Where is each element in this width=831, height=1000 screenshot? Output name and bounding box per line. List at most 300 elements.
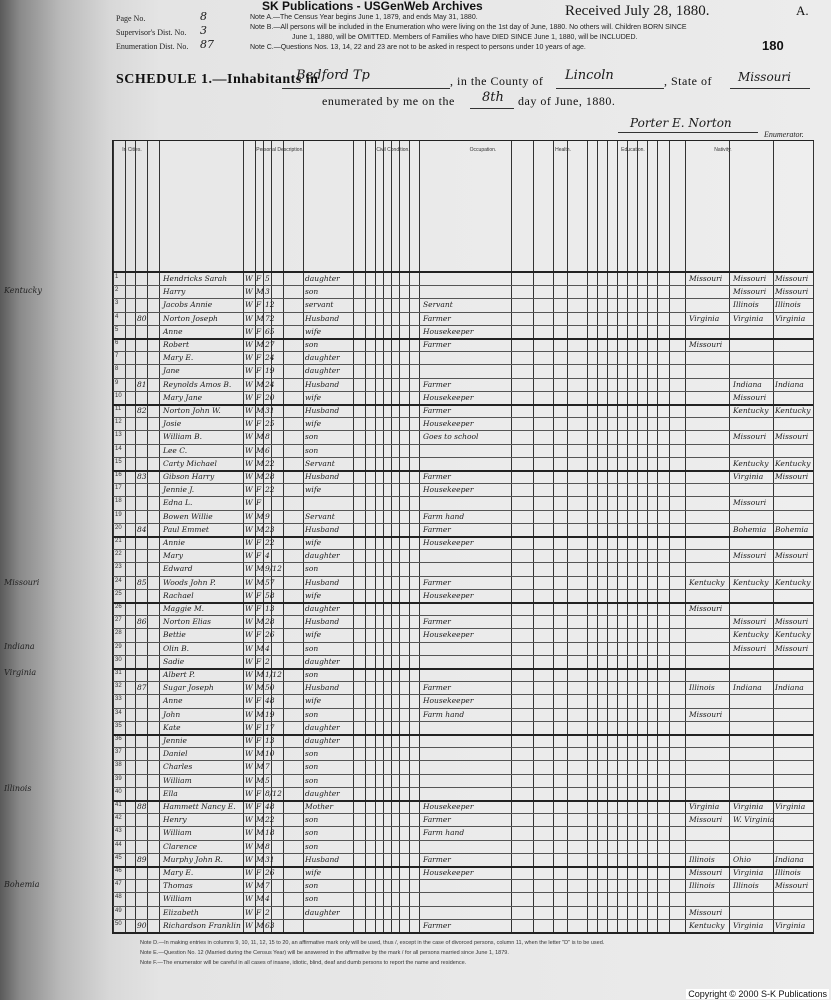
row-number: 35	[115, 722, 122, 729]
person-color: W	[245, 564, 253, 574]
row-number: 18	[115, 498, 122, 505]
person-name: Ella	[163, 788, 178, 798]
person-age: 58	[265, 590, 275, 600]
group-header-civil: Civil Condition.	[376, 147, 410, 153]
birthplace-father: Missouri	[733, 551, 767, 561]
row-number: 33	[115, 696, 122, 703]
row-number: 14	[115, 445, 122, 452]
person-name: Reynolds Amos B.	[163, 379, 232, 389]
person-color: W	[245, 353, 253, 363]
row-rule	[113, 787, 813, 788]
person-name: Mary E.	[163, 353, 194, 363]
person-age: 48	[265, 696, 275, 706]
row-rule	[113, 364, 813, 365]
person-age: 22	[265, 538, 275, 547]
group-header-personal: Personal Description.	[256, 147, 304, 153]
person-sex: F	[256, 485, 262, 495]
supervisor-value: 3	[200, 24, 207, 37]
row-rule	[113, 668, 813, 670]
person-sex: M	[256, 841, 264, 851]
received-stamp: Received July 28, 1880.	[565, 3, 710, 19]
person-name: Carty Michael	[163, 458, 217, 468]
birthplace-self: Missouri	[689, 815, 723, 825]
dwelling-number: 87	[137, 683, 147, 693]
birthplace-mother: Missouri	[775, 432, 809, 442]
person-sex: M	[256, 815, 264, 825]
person-color: W	[245, 656, 253, 666]
person-color: W	[245, 920, 253, 930]
relationship: daughter	[305, 736, 340, 745]
person-name: Hendricks Sarah	[163, 274, 228, 283]
birthplace-mother: Missouri	[775, 881, 809, 891]
group-header-occupation: Occupation.	[469, 147, 497, 153]
person-sex: M	[256, 406, 264, 415]
person-age: 5	[265, 775, 270, 785]
group-header-nativity: Nativity.	[714, 147, 732, 153]
person-sex: M	[256, 445, 264, 455]
person-color: W	[245, 287, 253, 297]
row-rule	[113, 919, 813, 920]
relationship: son	[305, 815, 319, 825]
person-name: Paul Emmet	[163, 524, 209, 534]
row-rule	[113, 470, 813, 472]
person-name: Norton Joseph	[163, 313, 218, 323]
person-age: 18	[265, 828, 275, 838]
relationship: wife	[305, 590, 322, 600]
birthplace-father: Illinois	[733, 881, 759, 891]
row-number: 3	[115, 300, 119, 307]
person-age: 24	[265, 353, 275, 363]
person-color: W	[245, 326, 253, 336]
person-color: W	[245, 538, 253, 547]
birthplace-mother: Missouri	[775, 287, 809, 297]
row-number: 43	[115, 828, 122, 835]
row-rule	[113, 496, 813, 497]
person-name: Clarence	[163, 841, 198, 851]
birthplace-father: Virginia	[733, 802, 764, 811]
person-name: Rachael	[163, 590, 194, 600]
person-sex: F	[256, 326, 262, 336]
birthplace-father: Missouri	[733, 432, 767, 442]
person-sex: F	[256, 696, 262, 706]
row-number: 41	[115, 802, 122, 808]
person-sex: M	[256, 458, 264, 468]
county-underline	[556, 88, 664, 89]
county-label: , in the County of	[450, 74, 544, 88]
person-sex: M	[256, 881, 264, 891]
note-e: Note E.—Question No. 12 (Married during the Census Year) will be answered in the affirmative by the mark / for all persons married since June 1, 1879.	[140, 950, 509, 956]
row-rule	[113, 892, 813, 893]
row-number: 21	[115, 538, 122, 544]
dwelling-number: 84	[137, 524, 147, 534]
row-rule	[113, 417, 813, 418]
birthplace-mother: Kentucky	[775, 406, 811, 415]
enumerator-signature: Porter E. Norton	[630, 116, 732, 130]
person-color: W	[245, 696, 253, 706]
person-color: W	[245, 392, 253, 402]
row-number: 48	[115, 894, 122, 901]
row-number: 11	[115, 406, 122, 412]
person-sex: F	[256, 802, 262, 811]
person-color: W	[245, 749, 253, 759]
row-rule	[113, 483, 813, 484]
birthplace-father: Missouri	[733, 643, 767, 653]
row-number: 32	[115, 683, 122, 690]
row-rule	[113, 774, 813, 775]
person-name: Elizabeth	[163, 907, 199, 917]
person-age: 7	[265, 881, 270, 891]
person-sex: F	[256, 274, 262, 283]
dwelling-number: 85	[137, 577, 147, 587]
person-name: Josie	[163, 419, 182, 429]
person-color: W	[245, 551, 253, 561]
row-number: 5	[115, 326, 119, 333]
row-rule	[113, 734, 813, 736]
person-name: Anne	[163, 696, 183, 706]
dwelling-number: 83	[137, 472, 147, 481]
row-number: 9	[115, 379, 119, 386]
relationship: wife	[305, 696, 322, 706]
person-name: Edna L.	[163, 498, 193, 508]
person-sex: F	[256, 590, 262, 600]
person-color: W	[245, 604, 253, 613]
schedule-title: SCHEDULE 1.—Inhabitants in	[116, 72, 319, 87]
person-color: W	[245, 894, 253, 904]
person-sex: M	[256, 670, 264, 679]
row-number: 26	[115, 604, 122, 610]
person-name: Jacobs Annie	[163, 300, 213, 310]
row-rule	[113, 615, 813, 616]
person-age: 9	[265, 511, 270, 521]
person-sex: M	[256, 920, 264, 930]
relationship: son	[305, 445, 319, 455]
note-a: Note A.—The Census Year begins June 1, 1879, and ends May 31, 1880.	[250, 14, 478, 21]
row-number: 1	[115, 274, 119, 280]
person-name: Woods John P.	[163, 577, 216, 587]
person-color: W	[245, 775, 253, 785]
row-rule	[113, 444, 813, 445]
row-rule	[113, 879, 813, 880]
person-name: Daniel	[163, 749, 188, 759]
archive-banner: SK Publications - USGenWeb Archives	[262, 0, 483, 13]
occupation: Housekeeper	[423, 419, 474, 429]
relationship: Servant	[305, 458, 335, 468]
person-name: Mary Jane	[163, 392, 203, 402]
person-sex: M	[256, 340, 264, 349]
person-color: W	[245, 419, 253, 429]
row-rule	[113, 840, 813, 841]
dwelling-number: 81	[137, 379, 147, 389]
row-rule	[113, 853, 813, 854]
person-age: 72	[265, 313, 275, 323]
relationship: wife	[305, 419, 322, 429]
birthplace-father: Missouri	[733, 274, 767, 283]
person-color: W	[245, 643, 253, 653]
relationship: Husband	[305, 854, 340, 864]
row-rule	[113, 510, 813, 511]
relationship: son	[305, 881, 319, 891]
person-sex: M	[256, 775, 264, 785]
person-sex: M	[256, 709, 264, 719]
person-color: W	[245, 590, 253, 600]
schedule-county: Lincoln	[565, 68, 614, 83]
birthplace-father: Virginia	[733, 313, 764, 323]
enumerated-prefix: enumerated by me on the	[322, 94, 455, 108]
occupation: Housekeeper	[423, 326, 474, 336]
birthplace-father: W. Virginia	[733, 815, 775, 825]
person-sex: F	[256, 300, 262, 310]
occupation: Farmer	[423, 524, 451, 534]
row-number: 31	[115, 670, 122, 676]
row-number: 27	[115, 617, 122, 624]
copyright-notice: Copyright © 2000 S-K Publications	[688, 989, 827, 999]
person-color: W	[245, 379, 253, 389]
relationship: Husband	[305, 313, 340, 323]
relationship: Husband	[305, 406, 340, 415]
birthplace-mother: Kentucky	[775, 577, 811, 587]
occupation: Farm hand	[423, 511, 465, 521]
person-name: Bettie	[163, 630, 186, 640]
birthplace-father: Missouri	[733, 498, 767, 508]
person-name: Sadie	[163, 656, 185, 666]
birthplace-mother: Indiana	[775, 683, 804, 693]
person-color: W	[245, 762, 253, 772]
row-rule	[113, 747, 813, 748]
row-rule	[113, 549, 813, 550]
person-color: W	[245, 406, 253, 415]
row-number: 24	[115, 577, 122, 584]
relationship: Servant	[305, 511, 335, 521]
occupation: Farmer	[423, 617, 451, 627]
relationship: daughter	[305, 366, 340, 376]
occupation: Housekeeper	[423, 868, 474, 877]
column-rule	[813, 141, 814, 933]
person-name: Sugar Joseph	[163, 683, 214, 693]
person-color: W	[245, 445, 253, 455]
occupation: Farmer	[423, 340, 451, 349]
person-color: W	[245, 366, 253, 376]
person-name: Olin B.	[163, 643, 190, 653]
group-header-cities: In Cities.	[122, 147, 142, 153]
row-number: 20	[115, 524, 122, 531]
note-b: Note B.—All persons will be included in the Enumeration who were living on the 1st day of June, 1880. No others will. Children BORN SINCE	[250, 24, 687, 31]
margin-fragment: Missouri	[4, 578, 40, 587]
place-underline	[282, 88, 450, 89]
birthplace-father: Kentucky	[733, 577, 769, 587]
person-sex: F	[256, 656, 262, 666]
birthplace-mother: Missouri	[775, 472, 809, 481]
row-rule	[113, 576, 813, 577]
person-name: Murphy John R.	[163, 854, 223, 864]
occupation: Housekeeper	[423, 485, 474, 495]
person-sex: M	[256, 287, 264, 297]
birthplace-mother: Virginia	[775, 920, 806, 930]
row-rule	[113, 721, 813, 722]
birthplace-self: Virginia	[689, 313, 720, 323]
margin-fragment: Illinois	[4, 784, 32, 793]
person-name: Albert P.	[163, 670, 195, 679]
person-sex: F	[256, 604, 262, 613]
row-number: 30	[115, 656, 122, 663]
birthplace-father: Kentucky	[733, 406, 769, 415]
relationship: daughter	[305, 274, 340, 283]
birthplace-mother: Indiana	[775, 854, 804, 864]
person-name: William	[163, 894, 192, 904]
person-age: 48	[265, 802, 275, 811]
relationship: son	[305, 643, 319, 653]
dwelling-number: 86	[137, 617, 147, 627]
person-color: W	[245, 907, 253, 917]
row-number: 29	[115, 643, 122, 650]
person-age: 24	[265, 379, 275, 389]
row-rule	[113, 312, 813, 313]
person-age: 31	[265, 406, 275, 415]
person-age: 22	[265, 458, 275, 468]
birthplace-self: Missouri	[689, 274, 723, 283]
relationship: son	[305, 775, 319, 785]
row-number: 50	[115, 920, 122, 927]
person-name: Norton John W.	[163, 406, 221, 415]
relationship: daughter	[305, 656, 340, 666]
relationship: wife	[305, 485, 322, 495]
occupation: Farm hand	[423, 828, 465, 838]
person-sex: F	[256, 907, 262, 917]
relationship: son	[305, 709, 319, 719]
birthplace-self: Kentucky	[689, 920, 725, 930]
note-f: Note F.—The enumerator will be careful in all cases of insane, idiotic, blind, deaf and dumb persons to report the name and residence.	[140, 960, 467, 966]
person-color: W	[245, 815, 253, 825]
person-name: Bowen Willie	[163, 511, 213, 521]
row-rule	[113, 523, 813, 524]
person-color: W	[245, 524, 253, 534]
person-sex: M	[256, 854, 264, 864]
person-color: W	[245, 841, 253, 851]
row-rule	[113, 681, 813, 682]
person-color: W	[245, 511, 253, 521]
person-age: 23	[265, 524, 275, 534]
person-age: 6	[265, 445, 270, 455]
schedule-place: Bedford Tp	[296, 68, 370, 83]
row-rule	[113, 694, 813, 695]
enumerated-suffix: day of June, 1880.	[518, 94, 616, 108]
day-underline	[470, 108, 514, 109]
person-sex: F	[256, 722, 262, 732]
person-sex: M	[256, 749, 264, 759]
person-name: Harry	[163, 287, 186, 297]
person-name: Mary	[163, 551, 183, 561]
person-sex: F	[256, 868, 262, 877]
row-rule	[113, 708, 813, 709]
person-sex: M	[256, 472, 264, 481]
occupation: Farmer	[423, 854, 451, 864]
birthplace-mother: Kentucky	[775, 458, 811, 468]
birthplace-mother: Indiana	[775, 379, 804, 389]
row-rule	[113, 813, 813, 814]
person-age: 3	[265, 287, 270, 297]
person-age: 13	[265, 604, 275, 613]
person-name: Hammett Nancy E.	[163, 802, 236, 811]
person-age: 63	[265, 920, 275, 930]
row-number: 23	[115, 564, 122, 571]
person-age: 9/12	[265, 564, 282, 574]
relationship: servant	[305, 300, 334, 310]
relationship: son	[305, 762, 319, 772]
row-number: 42	[115, 815, 122, 822]
state-underline	[730, 88, 810, 89]
row-number: 6	[115, 340, 119, 346]
margin-fragment: Kentucky	[4, 286, 42, 295]
person-age: 28	[265, 617, 275, 627]
row-rule	[113, 628, 813, 629]
person-sex: F	[256, 551, 262, 561]
birthplace-father: Virginia	[733, 868, 764, 877]
row-number: 2	[115, 287, 119, 294]
birthplace-mother: Virginia	[775, 802, 806, 811]
row-number: 12	[115, 419, 122, 426]
occupation: Housekeeper	[423, 630, 474, 640]
row-number: 38	[115, 762, 122, 769]
census-table	[112, 140, 814, 934]
birthplace-mother: Missouri	[775, 643, 809, 653]
row-number: 25	[115, 590, 122, 597]
person-age: 8	[265, 432, 270, 442]
person-name: Henry	[163, 815, 187, 825]
person-color: W	[245, 300, 253, 310]
row-rule	[113, 562, 813, 563]
relationship: daughter	[305, 604, 340, 613]
person-name: William	[163, 828, 192, 838]
occupation: Housekeeper	[423, 392, 474, 402]
person-age: 22	[265, 485, 275, 495]
occupation: Farm hand	[423, 709, 465, 719]
person-sex: F	[256, 736, 262, 745]
relationship: wife	[305, 868, 322, 877]
enumeration-day: 8th	[482, 90, 504, 105]
relationship: son	[305, 340, 319, 349]
person-age: 28	[265, 472, 275, 481]
row-number: 28	[115, 630, 122, 637]
relationship: Husband	[305, 683, 340, 693]
row-rule	[113, 760, 813, 761]
row-rule	[113, 655, 813, 656]
relationship: wife	[305, 326, 322, 336]
person-color: W	[245, 722, 253, 732]
header-rule	[113, 271, 813, 273]
person-age: 4	[265, 894, 270, 904]
row-number: 36	[115, 736, 122, 742]
row-number: 34	[115, 709, 122, 716]
relationship: daughter	[305, 353, 340, 363]
person-sex: F	[256, 419, 262, 429]
relationship: wife	[305, 630, 322, 640]
person-name: Lee C.	[163, 445, 188, 455]
page-no-value: 8	[200, 10, 207, 23]
person-name: Norton Elias	[163, 617, 211, 627]
birthplace-mother: Bohemia	[775, 524, 809, 534]
relationship: son	[305, 894, 319, 904]
person-sex: M	[256, 511, 264, 521]
person-sex: F	[256, 392, 262, 402]
note-b-cont: June 1, 1880, will be OMITTED. Members of Families who have DIED SINCE June 1, 1880, will be INCLUDED.	[292, 34, 638, 41]
relationship: Mother	[305, 802, 334, 811]
person-age: 13	[265, 736, 275, 745]
occupation: Farmer	[423, 577, 451, 587]
relationship: Husband	[305, 524, 340, 534]
birthplace-father: Bohemia	[733, 524, 767, 534]
person-name: Mary E.	[163, 868, 194, 877]
person-age: 4	[265, 551, 270, 561]
person-name: Gibson Harry	[163, 472, 215, 481]
